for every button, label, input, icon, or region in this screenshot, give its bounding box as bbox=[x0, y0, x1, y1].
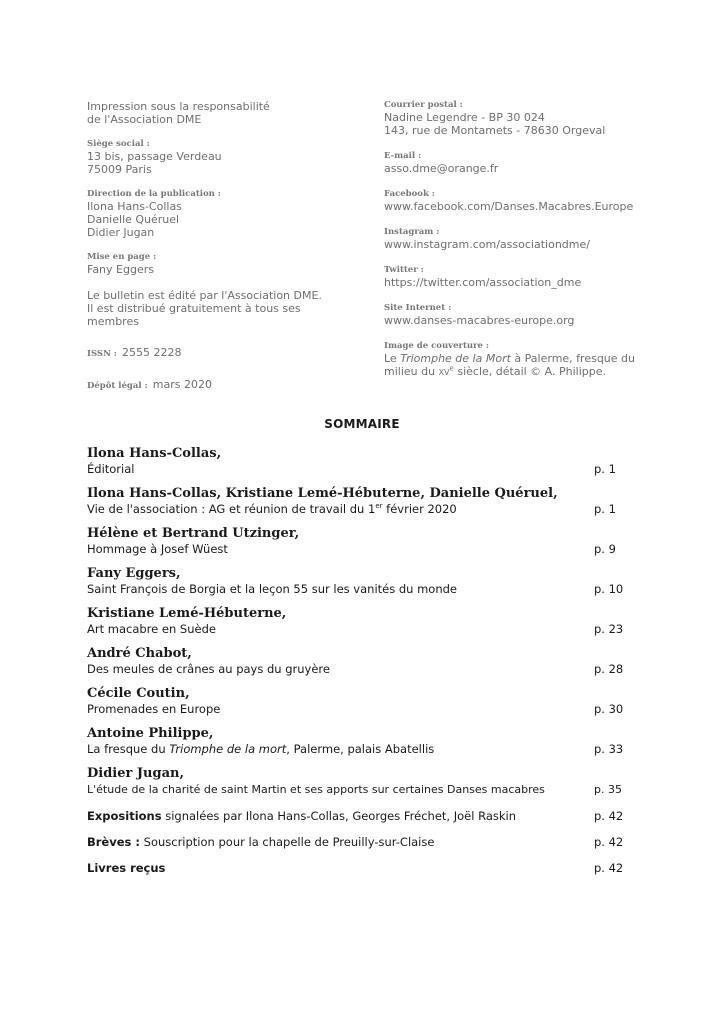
direction-value: Ilona Hans-Collas Danielle Quéruel Didier Jugan bbox=[87, 200, 182, 239]
toc-entry[interactable] bbox=[87, 526, 647, 557]
twitter-link[interactable]: https://twitter.com/association_dme bbox=[384, 276, 582, 289]
toc-entry-expositions[interactable] bbox=[87, 809, 647, 824]
toc-entry[interactable] bbox=[87, 486, 647, 517]
toc-page: p. 35 bbox=[594, 783, 622, 796]
siege-label: Siège social : bbox=[87, 139, 150, 149]
toc-entry[interactable] bbox=[87, 686, 647, 717]
toc-author: André Chabot, bbox=[87, 646, 192, 661]
toc-author: Ilona Hans-Collas, bbox=[87, 446, 222, 461]
issn-label: ISSN : bbox=[87, 349, 117, 359]
toc-page: p. 30 bbox=[594, 702, 624, 716]
toc-page: p. 42 bbox=[594, 861, 624, 875]
mise-label: Mise en page : bbox=[87, 252, 157, 262]
toc-entry-livres[interactable] bbox=[87, 861, 647, 876]
sommaire-title: SOMMAIRE bbox=[324, 417, 400, 431]
toc-title: Promenades en Europe bbox=[87, 702, 221, 716]
toc-entry[interactable] bbox=[87, 766, 647, 797]
siege-value: 13 bis, passage Verdeau 75009 Paris bbox=[87, 150, 222, 176]
depot-value: mars 2020 bbox=[152, 378, 212, 391]
site-link[interactable]: www.danses-macabres-europe.org bbox=[384, 314, 575, 327]
toc-page: p. 1 bbox=[594, 462, 616, 476]
toc-entry[interactable] bbox=[87, 606, 647, 637]
toc-author: Kristiane Lemé-Hébuterne, bbox=[87, 606, 287, 621]
cover-label: Image de couverture : bbox=[384, 341, 490, 351]
cover-rest: à Palerme, fresque du bbox=[510, 352, 635, 365]
impression-text: Impression sous la responsabilité de l'Association DME bbox=[87, 100, 270, 126]
courrier-value: Nadine Legendre - BP 30 024 143, rue de Montamets - 78630 Orgeval bbox=[384, 111, 606, 137]
toc-entry[interactable] bbox=[87, 446, 647, 477]
cover-line2-a: milieu du bbox=[384, 365, 439, 378]
toc-title: Saint François de Borgia et la leçon 55 sur les vanités du monde bbox=[87, 582, 458, 596]
courrier-label: Courrier postal : bbox=[384, 100, 463, 110]
toc-title: Des meules de crânes au pays du gruyère bbox=[87, 662, 330, 676]
toc-title: Art macabre en Suède bbox=[87, 622, 216, 636]
toc-page: p. 42 bbox=[594, 809, 624, 823]
cover-sup: e bbox=[449, 364, 454, 373]
cover-line2-b: siècle, détail © A. Philippe. bbox=[453, 365, 606, 378]
toc-rest: Souscription pour la chapelle de Preuilly-sur-Claise bbox=[139, 835, 435, 849]
toc-page: p. 42 bbox=[594, 835, 624, 849]
toc-author: Fany Eggers, bbox=[87, 566, 181, 581]
toc-entry[interactable] bbox=[87, 646, 647, 677]
cover-century: XV bbox=[438, 368, 450, 377]
mise-value: Fany Eggers bbox=[87, 263, 154, 276]
site-label: Site Internet : bbox=[384, 303, 452, 313]
toc-title: L'étude de la charité de saint Martin et ses apports sur certaines Danses macabres bbox=[87, 783, 545, 796]
issn-value: 2555 2228 bbox=[122, 346, 182, 359]
toc-page: p. 28 bbox=[594, 662, 624, 676]
toc-title: La fresque du Triomphe de la mort, Palerme, palais Abatellis bbox=[87, 742, 435, 756]
toc-page: p. 33 bbox=[594, 742, 624, 756]
email-label: E-mail : bbox=[384, 151, 422, 161]
toc-author: Hélène et Bertrand Utzinger, bbox=[87, 526, 300, 541]
depot-label: Dépôt légal : bbox=[87, 381, 148, 391]
toc-author: Ilona Hans-Collas, Kristiane Lemé-Hébuterne, Danielle Quéruel, bbox=[87, 486, 558, 501]
toc-author: Didier Jugan, bbox=[87, 766, 184, 781]
toc-page: p. 9 bbox=[594, 542, 616, 556]
toc-author: Antoine Philippe, bbox=[87, 726, 214, 741]
toc-keyword: Expositions bbox=[87, 809, 162, 823]
toc-entry-breves[interactable] bbox=[87, 835, 647, 850]
cover-caption bbox=[384, 352, 684, 379]
toc-keyword: Brèves : bbox=[87, 835, 140, 849]
toc-title: Vie de l'association : AG et réunion de travail du 1er février 2020 bbox=[87, 502, 457, 516]
toc-page: p. 10 bbox=[594, 582, 624, 596]
instagram-label: Instagram : bbox=[384, 227, 440, 237]
direction-label: Direction de la publication : bbox=[87, 189, 221, 199]
cover-italic: Triomphe de la Mort bbox=[400, 352, 511, 365]
twitter-label: Twitter : bbox=[384, 265, 424, 275]
toc-page: p. 23 bbox=[594, 622, 624, 636]
toc-rest: signalées par Ilona Hans-Collas, Georges Fréchet, Joël Raskin bbox=[161, 809, 517, 823]
email-link[interactable]: asso.dme@orange.fr bbox=[384, 162, 499, 175]
toc-page: p. 1 bbox=[594, 502, 616, 516]
colophon-right bbox=[384, 100, 684, 393]
toc-title: Hommage à Josef Wüest bbox=[87, 542, 228, 556]
toc-entry[interactable] bbox=[87, 566, 647, 597]
toc-entry[interactable] bbox=[87, 726, 647, 757]
facebook-label: Facebook : bbox=[384, 189, 435, 199]
toc-author: Cécile Coutin, bbox=[87, 686, 190, 701]
toc-keyword: Livres reçus bbox=[87, 861, 166, 875]
table-of-contents bbox=[87, 446, 647, 887]
facebook-link[interactable]: www.facebook.com/Danses.Macabres.Europe bbox=[384, 200, 634, 213]
colophon-left bbox=[87, 100, 357, 405]
cover-le: Le bbox=[384, 352, 401, 365]
toc-title: Éditorial bbox=[87, 462, 135, 476]
instagram-link[interactable]: www.instagram.com/associationdme/ bbox=[384, 238, 590, 251]
bulletin-text: Le bulletin est édité par l'Association DME. Il est distribué gratuitement à tous ses membres bbox=[87, 289, 322, 328]
